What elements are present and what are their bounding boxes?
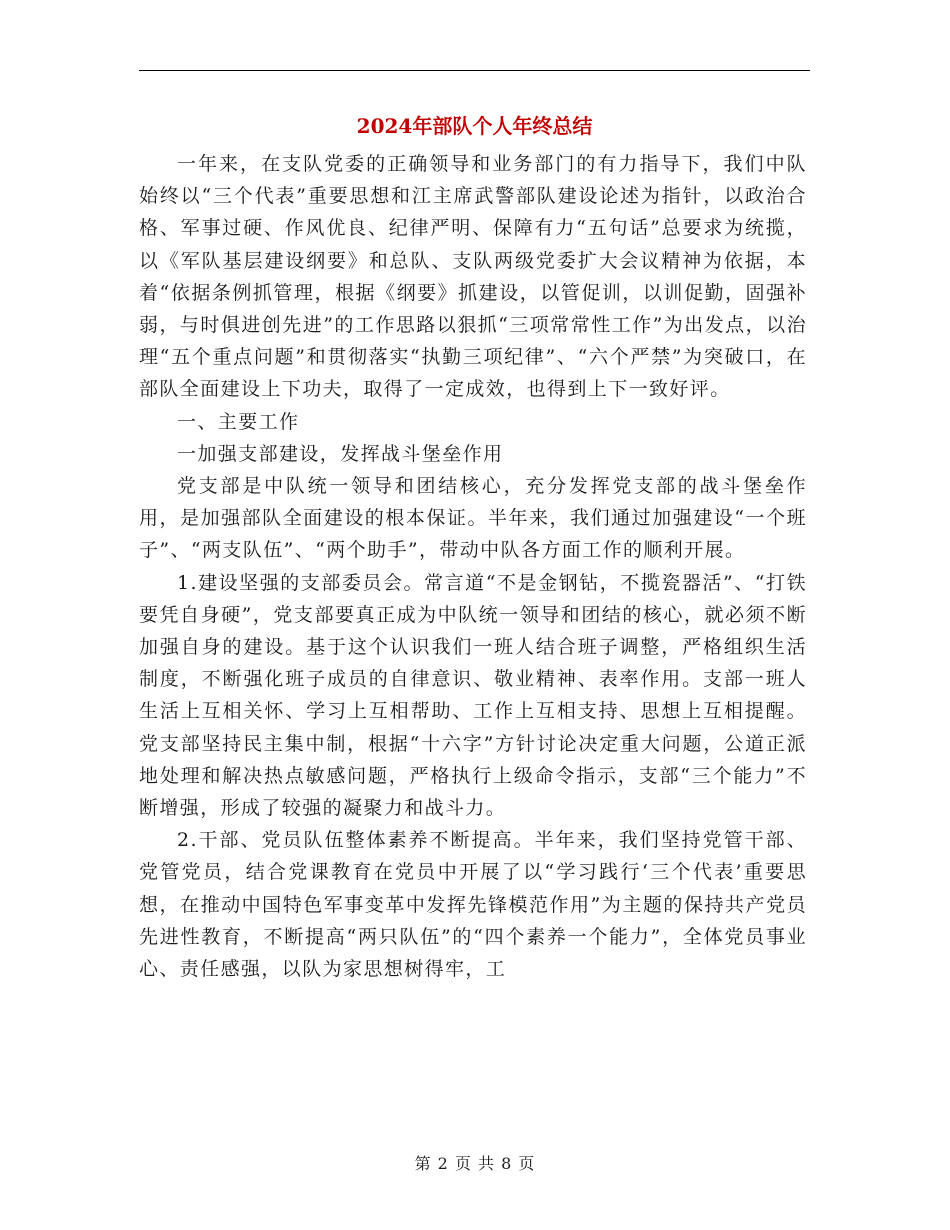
paragraph-item-2: 2.干部、党员队伍整体素养不断提高。半年来，我们坚持党管干部、党管党员，结合党课教育在党员中开展了以“学习践行‘三个代表’重要思想，在推动中国特色军事变革中发挥先锋模范作用”为主题的保持共产党员先进性教育，不断提高“两只队伍”的“四个素养一个能力”，全体党员事业心、责任感强，以队为家思想树得牢，工 — [139, 829, 807, 981]
paragraph-branch-role: 党支部是中队统一领导和团结核心，充分发挥党支部的战斗堡垒作用，是加强部队全面建设的根本保证。半年来，我们通过加强建设“一个班子”、“两支队伍”、“两个助手”，带动中队各方面工作的顺利开展。 — [139, 475, 807, 562]
paragraph-item-1: 1.建设坚强的支部委员会。常言道“不是金钢钻，不揽瓷器活”、“打铁要凭自身硬”，党支部要真正成为中队统一领导和团结的核心，就必须不断加强自身的建设。基于这个认识我们一班人结合班子调整，严格组织生活制度，不断强化班子成员的自律意识、敬业精神、表率作用。支部一班人生活上互相关怀、学习上互相帮助、工作上互相支持、思想上互相提醒。党支部坚持民主集中制，根据“十六字”方针讨论决定重大问题，公道正派地处理和解决热点敏感问题，严格执行上级命令指示，支部“三个能力”不断增强，形成了较强的凝聚力和战斗力。 — [139, 571, 807, 820]
section-heading-main-work: 一、主要工作 — [177, 410, 300, 433]
header-rule — [139, 70, 810, 71]
document-title: 2024年部队个人年终总结 — [356, 114, 593, 138]
paragraph-intro: 一年来，在支队党委的正确领导和业务部门的有力指导下，我们中队始终以“三个代表”重要思想和江主席武警部队建设论述为指针，以政治合格、军事过硬、作风优良、纪律严明、保障有力“五句话”总要求为统揽，以《军队基层建设纲要》和总队、支队两级党委扩大会议精神为依据，本着“依据条例抓管理，根据《纲要》抓建设，以管促训，以训促勤，固强补弱，与时俱进创先进”的工作思路以狠抓“三项常常性工作”为出发点，以治理“五个重点问题”和贯彻落实“执勤三项纪律”、“六个严禁”为突破口，在部队全面建设上下功夫，取得了一定成效，也得到上下一致好评。 — [139, 153, 807, 401]
page-footer: 第 2 页 共 8 页 — [414, 1154, 536, 1173]
subsection-heading-branch-building: 一加强支部建设，发挥战斗堡垒作用 — [177, 442, 504, 465]
document-body — [139, 148, 807, 985]
